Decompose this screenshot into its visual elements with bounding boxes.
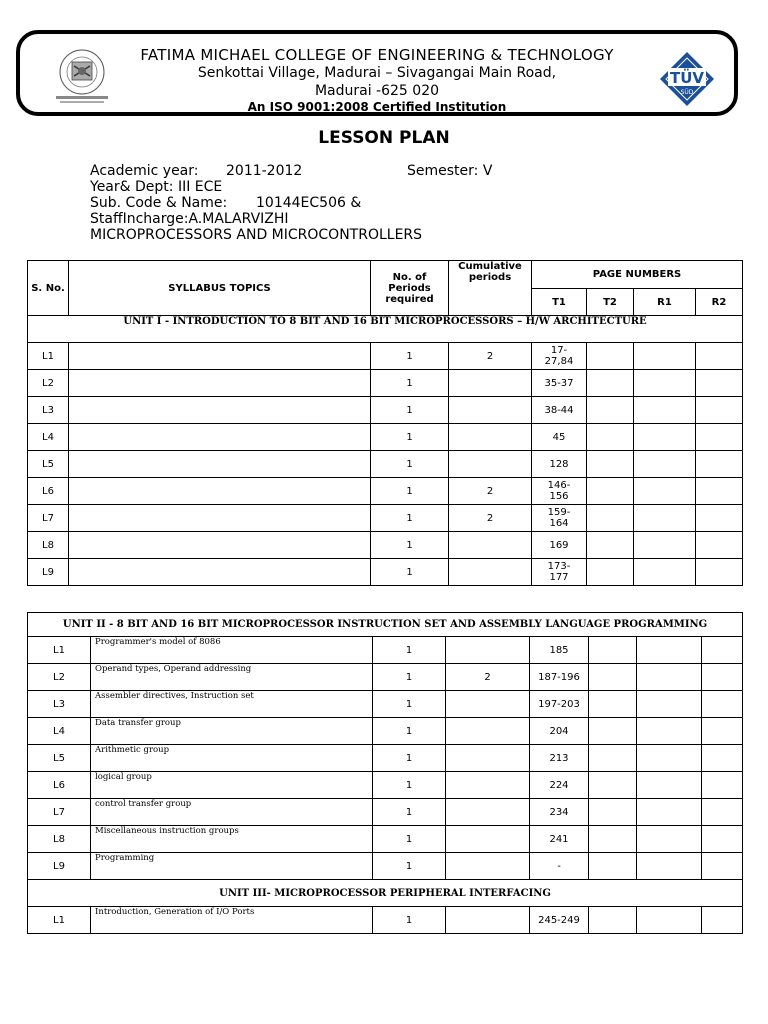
row-t2 [587,370,634,397]
row-r2 [696,505,743,532]
row-r1 [634,505,696,532]
row-cumulative [446,799,530,826]
row-sno: L8 [28,532,69,559]
row-r2 [696,532,743,559]
row-t1: 146- 156 [532,478,587,505]
row-t2 [587,424,634,451]
subject-name: MICROPROCESSORS AND MICROCONTROLLERS [90,227,423,243]
row-periods: 1 [373,691,446,718]
academic-year-value: 2011-2012 [226,163,303,179]
table-row [28,505,743,532]
row-periods: 1 [371,505,449,532]
table-row [28,532,743,559]
row-cumulative [449,451,532,478]
row-cumulative: 2 [446,664,530,691]
row-cumulative [449,397,532,424]
row-cumulative: 2 [449,505,532,532]
row-sno: L5 [28,451,69,478]
row-r2 [702,853,743,880]
iso-certification: An ISO 9001:2008 Certified Institution [247,100,507,114]
row-t1: 197-203 [530,691,589,718]
row-sno: L1 [28,343,69,370]
table-row [28,478,743,505]
row-r2 [696,343,743,370]
row-r1 [634,370,696,397]
row-r1 [637,826,702,853]
table-row [28,637,743,664]
row-r2 [702,907,743,934]
row-r1 [634,559,696,586]
table-row [28,664,743,691]
row-r2 [702,718,743,745]
row-sno: L9 [28,853,91,880]
row-periods: 1 [371,424,449,451]
row-topic: Data transfer group [91,718,373,745]
row-cumulative [446,691,530,718]
header-cumulative: Cumulative periods [449,261,532,316]
row-r1 [634,532,696,559]
row-topic: Introduction, Generation of I/O Ports [91,907,373,934]
academic-year-label: Academic year: [90,163,199,179]
row-r2 [702,664,743,691]
row-r2 [696,478,743,505]
row-periods: 1 [373,853,446,880]
address-line1: Senkottai Village, Madurai – Sivagangai Main Road, [197,65,557,81]
tuv-logo-text: TÜV [669,69,705,87]
row-r1 [634,451,696,478]
row-sno: L3 [28,691,91,718]
row-periods: 1 [373,772,446,799]
row-r2 [696,370,743,397]
college-name: FATIMA MICHAEL COLLEGE OF ENGINEERING & TECHNOLOGY [140,46,614,64]
row-topic: Programmer's model of 8086 [91,637,373,664]
row-topic: Miscellaneous instruction groups [91,826,373,853]
row-r2 [696,397,743,424]
row-t2 [589,637,637,664]
row-t2 [589,826,637,853]
row-topic: control transfer group [91,799,373,826]
row-topic: logical group [91,772,373,799]
header-r2: R2 [696,289,743,316]
table-row [28,853,743,880]
row-topic [69,370,371,397]
row-t1: 234 [530,799,589,826]
table-row [28,772,743,799]
address-line2: Madurai -625 020 [314,83,440,99]
row-r1 [637,745,702,772]
row-r2 [702,637,743,664]
row-t1: 204 [530,718,589,745]
academic-year-line [90,163,303,179]
table-row [28,559,743,586]
row-t1: 187-196 [530,664,589,691]
row-r1 [634,343,696,370]
sub-code-value: 10144EC506 & [256,195,362,211]
row-topic: Operand types, Operand addressing [91,664,373,691]
table-row [28,718,743,745]
table-row [28,799,743,826]
row-sno: L6 [28,772,91,799]
row-topic [69,451,371,478]
row-t2 [587,505,634,532]
row-topic [69,505,371,532]
row-topic [69,532,371,559]
table-row [28,451,743,478]
row-t1: 241 [530,826,589,853]
row-sno: L3 [28,397,69,424]
row-periods: 1 [373,907,446,934]
row-t1: 128 [532,451,587,478]
row-periods: 1 [371,343,449,370]
row-periods: 1 [373,664,446,691]
row-cumulative [446,637,530,664]
row-periods: 1 [371,451,449,478]
row-topic [69,424,371,451]
row-r1 [637,853,702,880]
row-r2 [702,772,743,799]
header-t1: T1 [532,289,587,316]
table-row [28,343,743,370]
row-periods: 1 [371,397,449,424]
table-row [28,907,743,934]
row-sno: L4 [28,424,69,451]
row-periods: 1 [373,745,446,772]
tuv-certification-logo [656,50,718,108]
header-sno: S. No. [28,261,69,316]
row-periods: 1 [371,478,449,505]
row-r2 [696,424,743,451]
row-cumulative [449,370,532,397]
row-cumulative: 2 [449,478,532,505]
row-sno: L6 [28,478,69,505]
row-cumulative [449,532,532,559]
staff-incharge: StaffIncharge:A.MALARVIZHI [90,211,289,227]
row-cumulative [446,826,530,853]
row-t2 [589,691,637,718]
row-t1: 213 [530,745,589,772]
row-topic: Assembler directives, Instruction set [91,691,373,718]
row-cumulative [449,559,532,586]
row-t2 [589,718,637,745]
row-r2 [696,559,743,586]
row-t2 [589,745,637,772]
row-cumulative [446,772,530,799]
page-title: LESSON PLAN [318,128,450,148]
row-t2 [589,907,637,934]
row-sno: L7 [28,799,91,826]
row-t2 [587,478,634,505]
year-dept: Year& Dept: III ECE [90,179,223,195]
row-periods: 1 [373,718,446,745]
row-t2 [589,799,637,826]
row-t1: 159- 164 [532,505,587,532]
row-t1: 45 [532,424,587,451]
row-r1 [634,397,696,424]
row-t2 [589,853,637,880]
row-sno: L1 [28,907,91,934]
row-t1: 245-249 [530,907,589,934]
row-topic: Arithmetic group [91,745,373,772]
row-cumulative [446,853,530,880]
row-t1: 35-37 [532,370,587,397]
row-t2 [587,343,634,370]
row-topic: Programming [91,853,373,880]
row-topic [69,478,371,505]
unit1-title: UNIT I - INTRODUCTION TO 8 BIT AND 16 BIT MICROPROCESSORS – H/W ARCHITECTURE [28,316,743,343]
row-r1 [637,907,702,934]
table-row [28,826,743,853]
table-row [28,424,743,451]
row-periods: 1 [371,559,449,586]
row-t1: 38-44 [532,397,587,424]
header-topics: SYLLABUS TOPICS [69,261,371,316]
row-periods: 1 [371,370,449,397]
row-r2 [702,799,743,826]
row-cumulative [449,424,532,451]
row-t1: - [530,853,589,880]
row-sno: L1 [28,637,91,664]
table-row [28,370,743,397]
header-t2: T2 [587,289,634,316]
row-t1: 17- 27,84 [532,343,587,370]
sub-code-label: Sub. Code & Name: [90,195,228,211]
row-t2 [587,397,634,424]
row-sno: L5 [28,745,91,772]
header-periods: No. of Periods required [371,261,449,316]
row-cumulative [446,745,530,772]
row-topic [69,397,371,424]
sub-code-line [90,195,362,211]
table-row [28,691,743,718]
unit2-title: UNIT II - 8 BIT AND 16 BIT MICROPROCESSOR INSTRUCTION SET AND ASSEMBLY LANGUAGE PROGRAMMING [28,613,743,637]
row-cumulative [446,718,530,745]
row-t1: 185 [530,637,589,664]
row-topic [69,559,371,586]
row-t2 [587,451,634,478]
row-periods: 1 [373,637,446,664]
row-r1 [634,424,696,451]
row-periods: 1 [373,799,446,826]
row-periods: 1 [373,826,446,853]
college-header [16,30,738,116]
row-t2 [589,772,637,799]
table-row [28,397,743,424]
row-t2 [587,559,634,586]
row-t1: 173- 177 [532,559,587,586]
row-t2 [587,532,634,559]
row-r2 [702,826,743,853]
row-t1: 224 [530,772,589,799]
row-sno: L2 [28,664,91,691]
row-sno: L2 [28,370,69,397]
lesson-table-unit1 [27,260,743,586]
row-r1 [637,637,702,664]
row-cumulative [446,907,530,934]
row-r1 [637,718,702,745]
lesson-table-unit2 [27,612,743,934]
row-r1 [637,664,702,691]
row-r1 [637,691,702,718]
row-t1: 169 [532,532,587,559]
row-sno: L4 [28,718,91,745]
semester: Semester: V [407,163,493,179]
row-sno: L8 [28,826,91,853]
unit3-title: UNIT III- MICROPROCESSOR PERIPHERAL INTERFACING [28,880,743,907]
row-periods: 1 [371,532,449,559]
header-page-numbers: PAGE NUMBERS [532,261,743,289]
row-sno: L9 [28,559,69,586]
row-r2 [702,691,743,718]
row-r2 [696,451,743,478]
row-r1 [637,772,702,799]
sud-logo-text: SÜD [680,89,694,96]
row-t2 [589,664,637,691]
row-topic [69,343,371,370]
row-cumulative: 2 [449,343,532,370]
row-sno: L7 [28,505,69,532]
row-r1 [634,478,696,505]
table-row [28,745,743,772]
header-r1: R1 [634,289,696,316]
row-r1 [637,799,702,826]
row-r2 [702,745,743,772]
